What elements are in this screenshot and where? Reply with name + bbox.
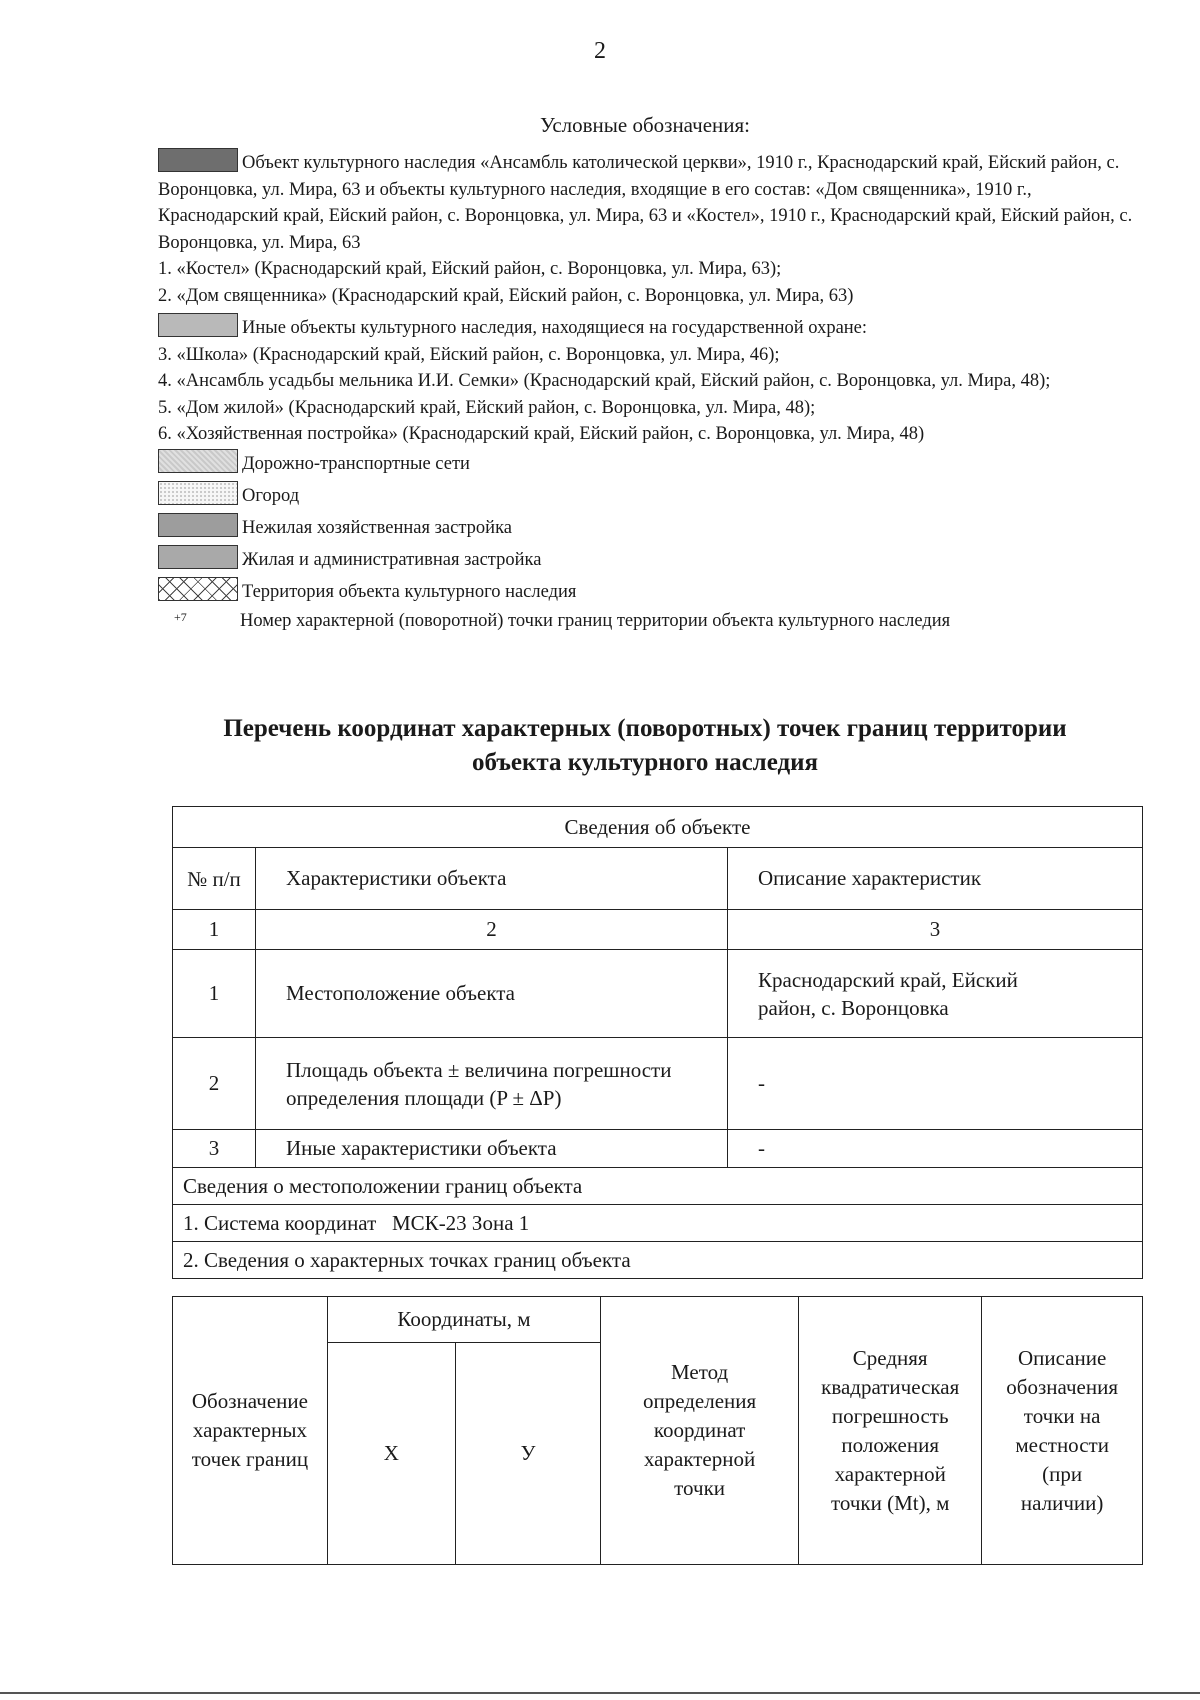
bottom-divider — [0, 1692, 1200, 1694]
legend-other-item: 6. «Хозяйственная постройка» (Краснодарский край, Ейский район, с. Воронцовка, ул. Мира, 48) — [158, 424, 925, 444]
coordinates-table — [172, 1296, 1143, 1565]
swatch-other-objects — [158, 313, 238, 337]
page-heading — [150, 712, 1140, 780]
table-row — [173, 1242, 1143, 1279]
row-name: Площадь объекта ± величина погрешности определения площади (P ± ΔP) — [256, 1038, 728, 1130]
legend-point-text: Номер характерной (поворотной) точки границ территории объекта культурного наследия — [240, 610, 951, 631]
table-row — [173, 807, 1143, 848]
legend-nonres — [158, 512, 1133, 544]
legend-territory — [158, 576, 1133, 608]
legend-main-item: 2. «Дом священника» (Краснодарский край, Ейский район, с. Воронцовка, ул. Мира, 63) — [158, 285, 854, 306]
object-info-table — [172, 806, 1143, 1279]
col-method: Метод определения координат характерной точки — [601, 1297, 799, 1565]
col-x: X — [327, 1343, 455, 1565]
table-row — [173, 1130, 1143, 1168]
swatch-road — [158, 449, 238, 473]
points-info: 2. Сведения о характерных точках границ объекта — [173, 1242, 1143, 1279]
heading-line-2: объекта культурного наследия — [471, 749, 819, 776]
table-row — [173, 1205, 1143, 1242]
legend-garden — [158, 480, 1133, 512]
row-desc: - — [728, 1038, 1143, 1130]
header-characteristics: Характеристики объекта — [256, 848, 728, 910]
numbering-cell: 1 — [173, 910, 256, 950]
swatch-res — [158, 545, 238, 569]
legend-other-item: 5. «Дом жилой» (Краснодарский край, Ейский район, с. Воронцовка, ул. Мира, 48); — [158, 397, 816, 418]
col-coords: Координаты, м — [327, 1297, 600, 1343]
page-number: 2 — [594, 38, 606, 64]
section-title: Сведения об объекте — [173, 807, 1143, 848]
swatch-garden — [158, 481, 238, 505]
legend-main-object — [158, 148, 1133, 256]
col-y: У — [455, 1343, 600, 1565]
row-desc: Краснодарский край, Ейский район, с. Воронцовка — [728, 950, 1143, 1038]
heading-line-1: Перечень координат характерных (поворотных) точек границ территории — [223, 715, 1067, 742]
legend-point — [158, 608, 1133, 634]
swatch-territory — [158, 577, 238, 601]
legend-garden-text: Огород — [242, 485, 300, 506]
legend-other-item: 3. «Школа» (Краснодарский край, Ейский район, с. Воронцовка, ул. Мира, 46); — [158, 344, 780, 365]
legend-other-item: 4. «Ансамбль усадьбы мельника И.И. Семки» (Краснодарский край, Ейский район, с. Воронцовка, ул. Мира, 48); — [158, 371, 1051, 391]
col-designation: Обозначение характерных точек границ — [173, 1297, 328, 1565]
table-row — [173, 1038, 1143, 1130]
legend-territory-text: Территория объекта культурного наследия — [242, 581, 577, 602]
legend-res-text: Жилая и административная застройка — [242, 549, 542, 570]
row-number: 1 — [173, 950, 256, 1038]
legend-road-text: Дорожно-транспортные сети — [242, 453, 470, 474]
numbering-cell: 3 — [728, 910, 1143, 950]
header-description: Описание характеристик — [728, 848, 1143, 910]
col-description: Описание обозначения точки на местности (при наличии) — [982, 1297, 1143, 1565]
row-name: Местоположение объекта — [256, 950, 728, 1038]
legend — [158, 148, 1133, 634]
point-mark-icon: +7 — [174, 609, 187, 624]
row-number: 3 — [173, 1130, 256, 1168]
swatch-main-object — [158, 148, 238, 172]
legend-road — [158, 448, 1133, 480]
numbering-cell: 2 — [256, 910, 728, 950]
location-info: Сведения о местоположении границ объекта — [173, 1168, 1143, 1205]
legend-other-objects — [158, 313, 1133, 342]
table-row — [173, 848, 1143, 910]
row-desc: - — [728, 1130, 1143, 1168]
table-row — [173, 1297, 1143, 1343]
legend-main-item: 1. «Костел» (Краснодарский край, Ейский район, с. Воронцовка, ул. Мира, 63); — [158, 259, 782, 279]
swatch-nonres — [158, 513, 238, 537]
legend-other-objects-text: Иные объекты культурного наследия, находящиеся на государственной охране: — [242, 318, 868, 338]
legend-title: Условные обозначения: — [539, 113, 751, 137]
row-name: Иные характеристики объекта — [256, 1130, 728, 1168]
legend-main-object-text: Объект культурного наследия «Ансамбль католической церкви», 1910 г., Краснодарский край, Ейский район, с. Воронцовка, ул. Мира, 63 и объекты культурного наследия, входящие в его состав: «Дом священника», 1910 г., Краснодарский край, Ейский район, с. Воронцовка, ул. Мира, 63 и «Костел», 1910 г., Краснодарский край, Ейский район, с. Воронцовка, ул. Мира, 63 — [158, 153, 1133, 253]
legend-nonres-text: Нежилая хозяйственная застройка — [242, 517, 512, 538]
header-number: № п/п — [173, 848, 256, 910]
table-row — [173, 950, 1143, 1038]
table-row — [173, 910, 1143, 950]
legend-res — [158, 544, 1133, 576]
col-error: Средняя квадратическая погрешность положения характерной точки (Mt), м — [799, 1297, 982, 1565]
coord-system: 1. Система координат МСК-23 Зона 1 — [173, 1205, 1143, 1242]
row-number: 2 — [173, 1038, 256, 1130]
table-row — [173, 1168, 1143, 1205]
